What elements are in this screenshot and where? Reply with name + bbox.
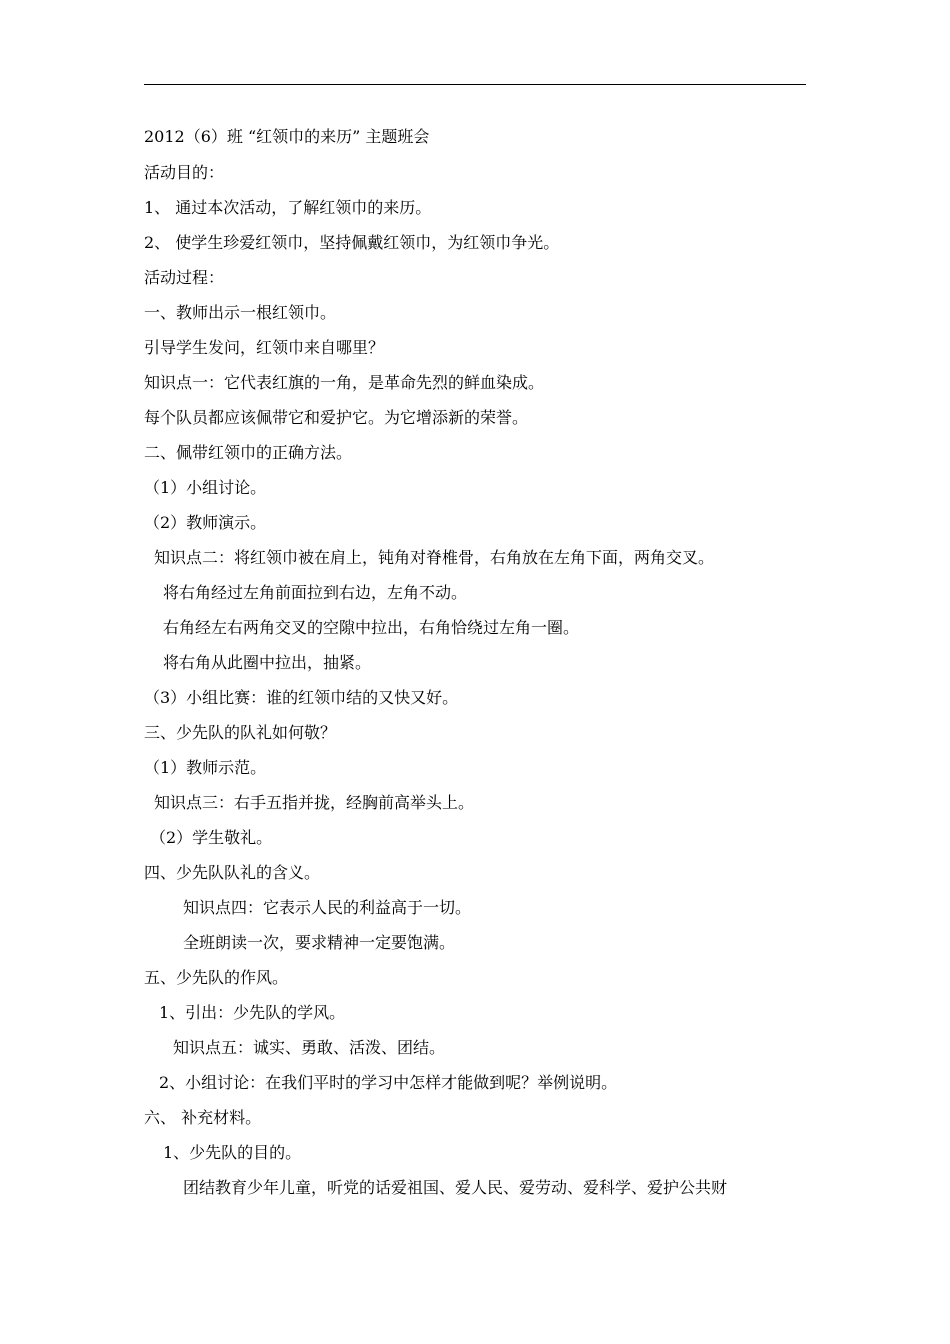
- text-line: 全班朗读一次，要求精神一定要饱满。: [183, 933, 456, 952]
- text-line: 每个队员都应该佩带它和爱护它。为它增添新的荣誉。: [144, 408, 529, 427]
- text-line: 将右角经过左角前面拉到右边，左角不动。: [163, 583, 468, 602]
- text-line: 1、少先队的目的。: [163, 1143, 302, 1162]
- process-step-4: 四、少先队队礼的含义。: [144, 863, 321, 882]
- text-line: （1）教师示范。: [144, 758, 267, 777]
- text-line: 右角经左右两角交叉的空隙中拉出，右角恰绕过左角一圈。: [163, 618, 580, 637]
- text-line: （2）教师演示。: [144, 513, 267, 532]
- text-line: 将右角从此圈中拉出，抽紧。: [163, 653, 372, 672]
- process-step-5: 五、少先队的作风。: [144, 968, 289, 987]
- section-heading-process: 活动过程：: [144, 268, 225, 287]
- process-step-1: 一、教师出示一根红领巾。: [144, 303, 337, 322]
- process-step-6: 六、 补充材料。: [144, 1108, 262, 1127]
- process-step-3: 三、少先队的队礼如何敬？: [144, 723, 337, 742]
- text-line: （1）小组讨论。: [144, 478, 267, 497]
- process-step-2: 二、佩带红领巾的正确方法。: [144, 443, 353, 462]
- knowledge-point-3: 知识点三：右手五指并拢，经胸前高举头上。: [154, 793, 475, 812]
- knowledge-point-2: 知识点二：将红领巾被在肩上，钝角对脊椎骨，右角放在左角下面，两角交叉。: [154, 548, 715, 567]
- text-line: （3）小组比赛：谁的红领巾结的又快又好。: [144, 688, 459, 707]
- text-line: （2）学生敬礼。: [150, 828, 273, 847]
- purpose-item-1: 1、 通过本次活动，了解红领巾的来历。: [144, 198, 432, 217]
- knowledge-point-4: 知识点四：它表示人民的利益高于一切。: [183, 898, 472, 917]
- text-line: 团结教育少年儿童，听党的话爱祖国、爱人民、爱劳动、爱科学、爱护公共财: [183, 1178, 728, 1197]
- knowledge-point-5: 知识点五：诚实、勇敢、活泼、团结。: [173, 1038, 446, 1057]
- header-rule: [144, 84, 806, 85]
- knowledge-point-1: 知识点一：它代表红旗的一角，是革命先烈的鲜血染成。: [144, 373, 545, 392]
- text-line: 1、引出：少先队的学风。: [159, 1003, 346, 1022]
- text-line: 2、小组讨论：在我们平时的学习中怎样才能做到呢？举例说明。: [159, 1073, 618, 1092]
- purpose-item-2: 2、 使学生珍爱红领巾，坚持佩戴红领巾，为红领巾争光。: [144, 233, 560, 252]
- text-line: 引导学生发问，红领巾来自哪里？: [144, 338, 385, 357]
- section-heading-purpose: 活动目的：: [144, 163, 225, 182]
- document-title: 2012（6）班 “红领巾的来历” 主题班会: [144, 127, 430, 146]
